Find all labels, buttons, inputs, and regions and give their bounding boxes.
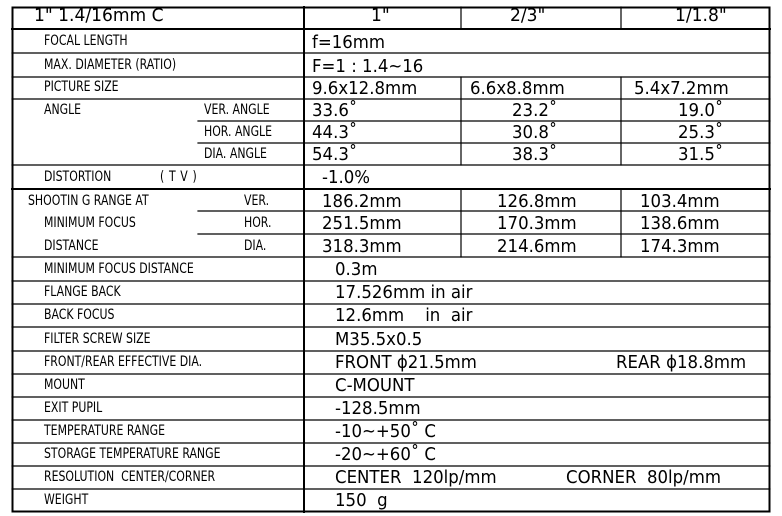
min-focus-distance-label: MINIMUM FOCUS DISTANCE [44, 261, 194, 277]
resolution-corner: CORNER 80lp/mm [566, 467, 722, 488]
dia-angle-2-3-inch: 38.3˚ [512, 144, 558, 165]
resolution-label: RESOLUTION CENTER/CORNER [44, 469, 216, 485]
minimum-focus-label: MINIMUM FOCUS [44, 215, 136, 231]
shooting-dia-2-3-inch: 214.6mm [497, 236, 577, 257]
format-2-3-inch: 2/3" [510, 5, 546, 26]
resolution-center: CENTER 120lp/mm [335, 467, 497, 488]
shooting-ver-label: VER. [244, 193, 270, 209]
ver-angle-1-1-8-inch: 19.0˚ [678, 100, 724, 121]
dia-angle-1-inch: 54.3˚ [312, 144, 358, 165]
focal-length-label: FOCAL LENGTH [44, 33, 128, 49]
weight-label: WEIGHT [44, 492, 89, 508]
shooting-hor-2-3-inch: 170.3mm [497, 213, 577, 234]
rear-effective-dia: REAR ϕ18.8mm [616, 352, 747, 373]
shooting-dia-label: DIA. [244, 238, 267, 254]
hor-angle-1-inch: 44.3˚ [312, 122, 358, 143]
shooting-range-label: SHOOTIN G RANGE AT [28, 193, 149, 209]
picture-size-label: PICTURE SIZE [44, 79, 119, 95]
focal-length-value: f=16mm [312, 32, 386, 53]
dia-angle-1-1-8-inch: 31.5˚ [678, 144, 724, 165]
weight-value: 150 g [335, 490, 388, 511]
distance-label: DISTANCE [44, 238, 99, 254]
effective-dia-label: FRONT/REAR EFFECTIVE DIA. [44, 354, 203, 370]
flange-back-value: 17.526mm in air [335, 282, 473, 303]
shooting-hor-1-inch: 251.5mm [322, 213, 402, 234]
dia-angle-label: DIA. ANGLE [204, 146, 267, 162]
mount-label: MOUNT [44, 377, 85, 393]
picture-size-1-inch: 9.6x12.8mm [312, 78, 418, 99]
shooting-ver-2-3-inch: 126.8mm [497, 191, 577, 212]
shooting-ver-1-inch: 186.2mm [322, 191, 402, 212]
back-focus-label: BACK FOCUS [44, 307, 115, 323]
temperature-range-value: -10~+50˚ C [335, 421, 436, 442]
max-diameter-label: MAX. DIAMETER (RATIO) [44, 57, 177, 73]
storage-temperature-value: -20~+60˚ C [335, 444, 436, 465]
flange-back-label: FLANGE BACK [44, 284, 121, 300]
shooting-dia-1-1-8-inch: 174.3mm [640, 236, 720, 257]
back-focus-value: 12.6mm in air [335, 305, 473, 326]
shooting-hor-1-1-8-inch: 138.6mm [640, 213, 720, 234]
temperature-range-label: TEMPERATURE RANGE [44, 423, 166, 439]
lens-title: 1" 1.4/16mm C [34, 5, 164, 26]
distortion-label-suffix: (TV) [160, 169, 202, 185]
storage-temperature-label: STORAGE TEMPERATURE RANGE [44, 446, 221, 462]
hor-angle-2-3-inch: 30.8˚ [512, 122, 558, 143]
filter-screw-label: FILTER SCREW SIZE [44, 331, 151, 347]
hor-angle-1-1-8-inch: 25.3˚ [678, 122, 724, 143]
shooting-ver-1-1-8-inch: 103.4mm [640, 191, 720, 212]
mount-value: C-MOUNT [335, 375, 415, 396]
distortion-label: DISTORTION [44, 169, 112, 185]
ver-angle-1-inch: 33.6˚ [312, 100, 358, 121]
shooting-hor-label: HOR. [244, 215, 272, 231]
picture-size-2-3-inch: 6.6x8.8mm [470, 78, 565, 99]
format-1-inch: 1" [371, 5, 390, 26]
hor-angle-label: HOR. ANGLE [204, 124, 273, 140]
angle-label: ANGLE [44, 102, 82, 118]
format-1-1-8-inch: 1/1.8" [675, 5, 727, 26]
picture-size-1-1-8-inch: 5.4x7.2mm [634, 78, 729, 99]
front-effective-dia: FRONT ϕ21.5mm [335, 352, 477, 373]
exit-pupil-label: EXIT PUPIL [44, 400, 103, 416]
distortion-value: -1.0% [322, 167, 371, 188]
ver-angle-label: VER. ANGLE [204, 102, 270, 118]
filter-screw-value: M35.5x0.5 [335, 329, 423, 350]
ver-angle-2-3-inch: 23.2˚ [512, 100, 558, 121]
shooting-dia-1-inch: 318.3mm [322, 236, 402, 257]
min-focus-distance-value: 0.3m [335, 259, 378, 280]
max-diameter-value: F=1 : 1.4~16 [312, 56, 424, 77]
exit-pupil-value: -128.5mm [335, 398, 421, 419]
